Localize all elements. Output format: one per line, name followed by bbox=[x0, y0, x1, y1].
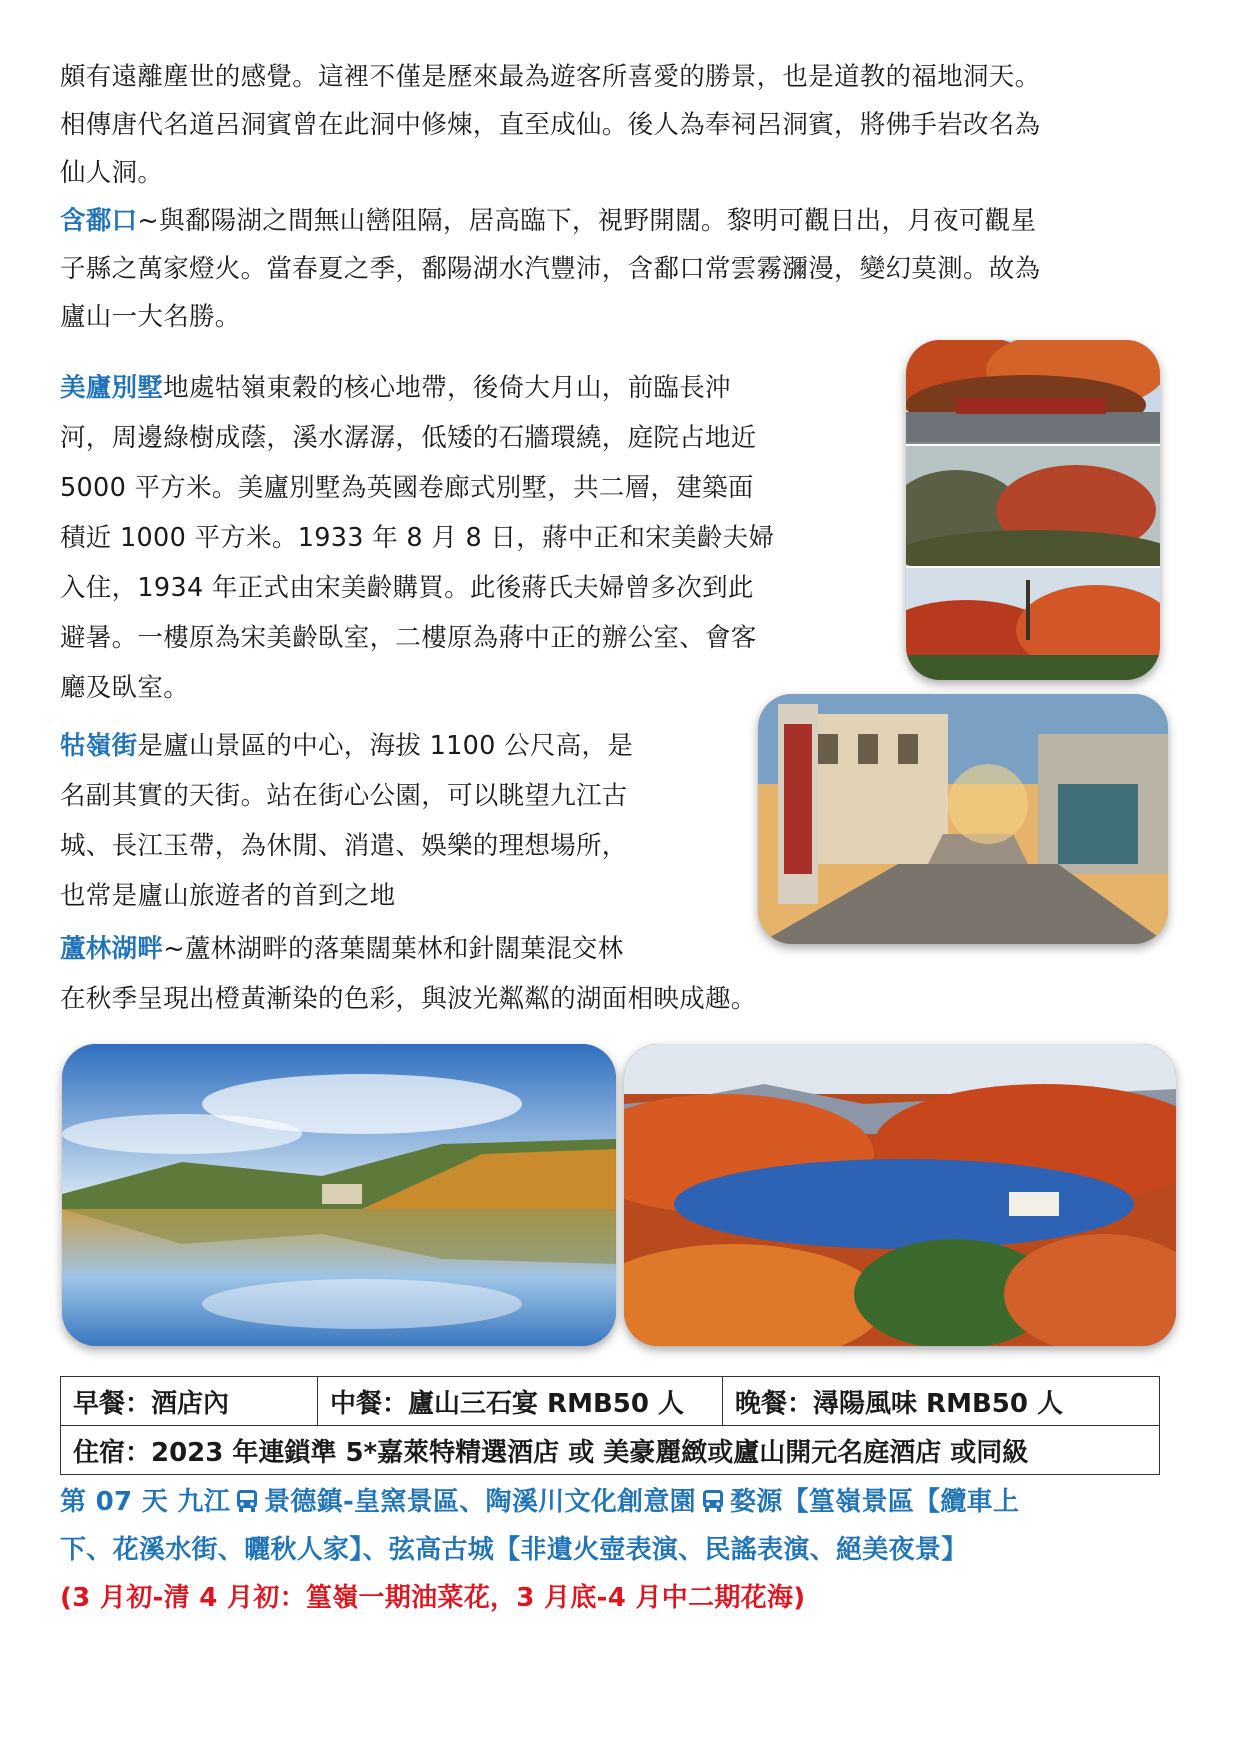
lulin-text-1: ~蘆林湖畔的落葉闊葉林和針闊葉混交林 bbox=[163, 934, 624, 964]
meilu-line-1 bbox=[60, 364, 731, 413]
hanpokou-text-1: ~與鄱陽湖之間無山巒阻隔，居高臨下，視野開闊。黎明可觀日出，月夜可觀星 bbox=[137, 206, 1037, 236]
lulin-lake-photo-right bbox=[624, 1044, 1176, 1346]
lodging-cell: 住宿：2023 年連鎖準 5*嘉萊特精選酒店 或 美豪麗緻或廬山開元名庭酒店 或同級 bbox=[61, 1426, 1160, 1475]
lulin-lake-photo-left bbox=[62, 1044, 616, 1346]
lunch-cell: 中餐：廬山三石宴 RMB50 人 bbox=[318, 1377, 723, 1426]
guling-title: 牯嶺街 bbox=[60, 731, 138, 761]
breakfast-cell: 早餐：酒店內 bbox=[61, 1377, 318, 1426]
intro-line-1: 頗有遠離塵世的感覺。這裡不僅是歷來最為遊客所喜愛的勝景，也是道教的福地洞天。 bbox=[60, 62, 1041, 92]
guling-line-4: 也常是廬山旅遊者的首到之地 bbox=[60, 881, 396, 911]
guling-line-2: 名副其實的天街。站在街心公園，可以眺望九江古 bbox=[60, 781, 628, 811]
meilu-title: 美廬別墅 bbox=[60, 373, 164, 403]
guling-street-photo bbox=[758, 694, 1168, 944]
bus-icon bbox=[702, 1481, 724, 1505]
hanpokou-line-3: 廬山一大名勝。 bbox=[60, 302, 241, 332]
hanpokou-line-2: 子縣之萬家燈火。當春夏之季，鄱陽湖水汽豐沛，含鄱口常雲霧瀰漫，變幻莫測。故為 bbox=[60, 254, 1041, 284]
guling-text-1: 是廬山景區的中心，海拔 1100 公尺高，是 bbox=[137, 731, 634, 761]
meal-row bbox=[61, 1377, 1160, 1426]
day7-segment-1: 景德鎮-皇窯景區、陶溪川文化創意園 bbox=[264, 1487, 696, 1517]
meilu-line-4: 積近 1000 平方米。1933 年 8 月 8 日，蔣中正和宋美齡夫婦 bbox=[60, 523, 775, 553]
hanpokou-title: 含鄱口 bbox=[60, 206, 138, 236]
hanpokou-line-1 bbox=[60, 197, 1036, 246]
meilu-villa-photo bbox=[906, 340, 1160, 680]
meilu-line-7: 廳及臥室。 bbox=[60, 673, 190, 703]
day7-label: 第 07 天 九江 bbox=[60, 1487, 231, 1517]
lulin-line-2: 在秋季呈現出橙黃漸染的色彩，與波光粼粼的湖面相映成趣。 bbox=[60, 984, 757, 1014]
day7-season-note: (3 月初-清 4 月初：篁嶺一期油菜花，3 月底-4 月中二期花海) bbox=[60, 1583, 806, 1613]
meilu-text-1: 地處牯嶺東穀的核心地帶，後倚大月山，前臨長沖 bbox=[163, 373, 731, 403]
guling-line-3: 城、長江玉帶，為休閒、消遣、娛樂的理想場所， bbox=[60, 831, 628, 861]
lulin-title: 蘆林湖畔 bbox=[60, 934, 164, 964]
intro-line-3: 仙人洞。 bbox=[60, 158, 164, 188]
day7-line-1 bbox=[60, 1478, 1019, 1526]
day7-segment-2: 婺源【篁嶺景區【纜車上 bbox=[729, 1487, 1020, 1517]
dinner-cell: 晚餐：潯陽風味 RMB50 人 bbox=[723, 1377, 1160, 1426]
guling-line-1 bbox=[60, 722, 633, 771]
meal-table bbox=[60, 1376, 1160, 1475]
day7-line-2: 下、花溪水街、曬秋人家】、弦高古城【非遺火壺表演、民謠表演、絕美夜景】 bbox=[60, 1535, 968, 1565]
meilu-line-6: 避暑。一樓原為宋美齡臥室，二樓原為蔣中正的辦公室、會客 bbox=[60, 623, 757, 653]
meilu-line-3: 5000 平方米。美廬別墅為英國卷廊式別墅，共二層，建築面 bbox=[60, 473, 754, 503]
meilu-line-5: 入住，1934 年正式由宋美齡購買。此後蔣氏夫婦曾多次到此 bbox=[60, 573, 754, 603]
lulin-line-1 bbox=[60, 925, 623, 974]
lodging-row bbox=[61, 1426, 1160, 1475]
bus-icon bbox=[236, 1481, 258, 1505]
meilu-line-2: 河，周邊綠樹成蔭，溪水潺潺，低矮的石牆環繞，庭院占地近 bbox=[60, 423, 757, 453]
intro-line-2: 相傳唐代名道呂洞賓曾在此洞中修煉，直至成仙。後人為奉祠呂洞賓，將佛手岩改名為 bbox=[60, 110, 1041, 140]
